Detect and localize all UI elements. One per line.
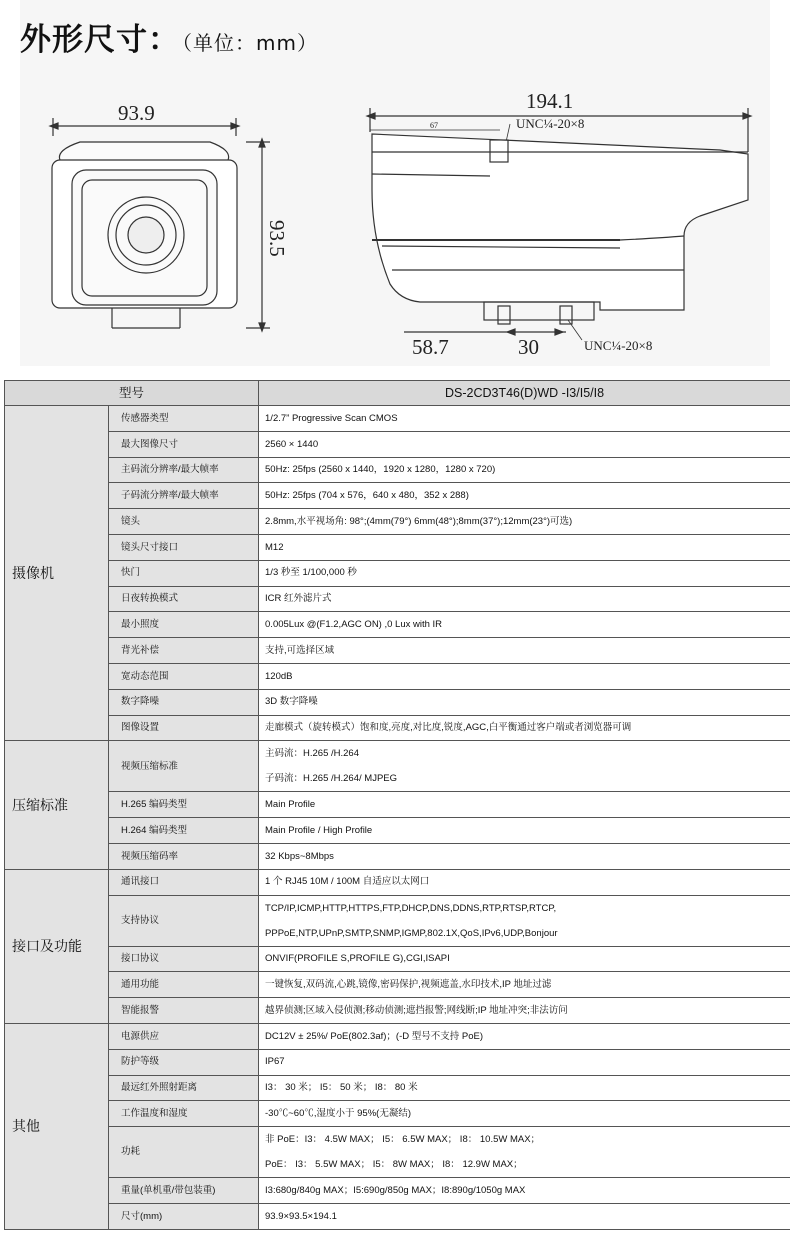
spec-row bbox=[5, 843, 790, 869]
title-main: 外形尺寸： bbox=[20, 22, 180, 58]
spec-row bbox=[5, 1049, 790, 1075]
spec-value-cell: 2560 × 1440 bbox=[259, 431, 790, 457]
spec-value-cell: -30℃~60℃,湿度小于 95%(无凝结) bbox=[259, 1101, 790, 1127]
spec-category: 其他 bbox=[5, 1023, 109, 1229]
front-view bbox=[50, 101, 289, 331]
spec-value-cell: ONVIF(PROFILE S,PROFILE G),CGI,ISAPI bbox=[259, 946, 790, 972]
spec-value-cell: 2.8mm,水平视场角: 98°;(4mm(79°) 6mm(48°);8mm(37°);12mm(23°)可选) bbox=[259, 509, 790, 535]
spec-value-line: PPPoE,NTP,UPnP,SMTP,SNMP,IGMP,802.1X,QoS,IPv6,UDP,Bonjour bbox=[265, 927, 558, 939]
spec-param: H.265 编码类型 bbox=[109, 792, 259, 818]
spec-param: 视频压缩标准 bbox=[109, 741, 259, 792]
spec-row bbox=[5, 483, 790, 509]
spec-value-line: 非 PoE：I3： 4.5W MAX； I5： 6.5W MAX； I8： 10.5W MAX； bbox=[265, 1134, 541, 1146]
spec-value-line: PoE： I3： 5.5W MAX； I5： 8W MAX； I8： 12.9W MAX； bbox=[265, 1159, 523, 1171]
spec-value-cell: 0.005Lux @(F1.2,AGC ON) ,0 Lux with IR bbox=[259, 612, 790, 638]
spec-row bbox=[5, 741, 790, 792]
spec-param: 快门 bbox=[109, 560, 259, 586]
spec-value-cell: I3： 30 米； I5： 50 米； I8： 80 米 bbox=[259, 1075, 790, 1101]
spec-value-line: 主码流：H.265 /H.264 bbox=[265, 748, 359, 760]
spec-row bbox=[5, 869, 790, 895]
thread-top-label: UNC¼-20×8 bbox=[516, 116, 585, 131]
spec-row bbox=[5, 406, 790, 432]
spec-row bbox=[5, 638, 790, 664]
spec-row bbox=[5, 689, 790, 715]
spec-value-cell: 32 Kbps~8Mbps bbox=[259, 843, 790, 869]
spec-row bbox=[5, 818, 790, 844]
spec-param: 传感器类型 bbox=[109, 406, 259, 432]
spec-table bbox=[4, 380, 790, 1230]
spec-value-line: TCP/IP,ICMP,HTTP,HTTPS,FTP,DHCP,DNS,DDNS,RTP,RTSP,RTCP, bbox=[265, 902, 557, 914]
spec-header-row bbox=[5, 381, 790, 406]
side-small-label: 67 bbox=[430, 121, 438, 130]
spec-param: 数字降噪 bbox=[109, 689, 259, 715]
spec-row bbox=[5, 586, 790, 612]
spec-value-cell bbox=[259, 741, 790, 792]
front-height-label: 93.5 bbox=[265, 220, 289, 257]
spec-row bbox=[5, 972, 790, 998]
side-length-label: 194.1 bbox=[526, 89, 574, 113]
spec-row bbox=[5, 457, 790, 483]
camera-dimension-drawing bbox=[20, 70, 770, 360]
spec-param: 日夜转换模式 bbox=[109, 586, 259, 612]
spec-param: 尺寸(mm) bbox=[109, 1203, 259, 1229]
spec-row bbox=[5, 946, 790, 972]
spec-row bbox=[5, 1178, 790, 1204]
spec-value-cell bbox=[259, 1127, 790, 1178]
spec-param: 重量(单机重/带包装重) bbox=[109, 1178, 259, 1204]
thread-bottom-label: UNC¼-20×8 bbox=[584, 338, 653, 353]
spec-value-cell: 支持,可选择区域 bbox=[259, 638, 790, 664]
spec-param: 智能报警 bbox=[109, 998, 259, 1024]
spec-row bbox=[5, 1023, 790, 1049]
side-view bbox=[367, 89, 751, 359]
spec-value-cell: I3:680g/840g MAX；I5:690g/850g MAX；I8:890g/1050g MAX bbox=[259, 1178, 790, 1204]
spec-value-cell: 1 个 RJ45 10M / 100M 自适应以太网口 bbox=[259, 869, 790, 895]
spec-param: 接口协议 bbox=[109, 946, 259, 972]
spec-param: 工作温度和湿度 bbox=[109, 1101, 259, 1127]
spec-row bbox=[5, 715, 790, 741]
spec-category: 压缩标准 bbox=[5, 741, 109, 869]
spec-value-cell: 50Hz: 25fps (2560 x 1440，1920 x 1280，1280 x 720) bbox=[259, 457, 790, 483]
spec-category: 接口及功能 bbox=[5, 869, 109, 1023]
spec-param: 背光补偿 bbox=[109, 638, 259, 664]
spec-row bbox=[5, 534, 790, 560]
spec-param: 图像设置 bbox=[109, 715, 259, 741]
spec-param: 视频压缩码率 bbox=[109, 843, 259, 869]
spec-value-cell: Main Profile bbox=[259, 792, 790, 818]
spec-value-cell: 走廊模式（旋转模式）饱和度,亮度,对比度,锐度,AGC,白平衡通过客户端或者浏览器可调 bbox=[259, 715, 790, 741]
spec-value-cell: 一键恢复,双码流,心跳,镜像,密码保护,视频遮盖,水印技术,IP 地址过滤 bbox=[259, 972, 790, 998]
spec-row bbox=[5, 895, 790, 946]
spec-value-cell: 1/2.7” Progressive Scan CMOS bbox=[259, 406, 790, 432]
spec-value-cell: ICR 红外滤片式 bbox=[259, 586, 790, 612]
spec-param: 镜头 bbox=[109, 509, 259, 535]
spec-row bbox=[5, 1127, 790, 1178]
front-to-mount-label: 58.7 bbox=[412, 335, 449, 359]
spec-value-line: 子码流：H.265 /H.264/ MJPEG bbox=[265, 773, 397, 785]
spec-value-cell: M12 bbox=[259, 534, 790, 560]
model-value: DS-2CD3T46(D)WD -I3/I5/I8 bbox=[259, 381, 790, 406]
spec-param: 通用功能 bbox=[109, 972, 259, 998]
spec-category: 摄像机 bbox=[5, 406, 109, 741]
spec-row bbox=[5, 663, 790, 689]
spec-value-cell: 50Hz: 25fps (704 x 576，640 x 480，352 x 288) bbox=[259, 483, 790, 509]
mount-spacing-label: 30 bbox=[518, 335, 539, 359]
spec-param: 子码流分辨率/最大帧率 bbox=[109, 483, 259, 509]
spec-value-cell: Main Profile / High Profile bbox=[259, 818, 790, 844]
spec-param: 通讯接口 bbox=[109, 869, 259, 895]
spec-param: 主码流分辨率/最大帧率 bbox=[109, 457, 259, 483]
spec-row bbox=[5, 1203, 790, 1229]
spec-row bbox=[5, 509, 790, 535]
spec-value-cell: 93.9×93.5×194.1 bbox=[259, 1203, 790, 1229]
spec-param: 镜头尺寸接口 bbox=[109, 534, 259, 560]
model-label: 型号 bbox=[5, 381, 259, 406]
spec-value-cell: IP67 bbox=[259, 1049, 790, 1075]
front-width-label: 93.9 bbox=[118, 101, 155, 125]
spec-value-cell: DC12V ± 25%/ PoE(802.3af)；(-D 型号不支持 PoE) bbox=[259, 1023, 790, 1049]
spec-param: 最小照度 bbox=[109, 612, 259, 638]
spec-value-cell bbox=[259, 895, 790, 946]
spec-param: 最远红外照射距离 bbox=[109, 1075, 259, 1101]
spec-value-cell: 3D 数字降噪 bbox=[259, 689, 790, 715]
spec-value-cell: 120dB bbox=[259, 663, 790, 689]
spec-row bbox=[5, 998, 790, 1024]
spec-row bbox=[5, 1075, 790, 1101]
spec-value-cell: 1/3 秒至 1/100,000 秒 bbox=[259, 560, 790, 586]
spec-row bbox=[5, 792, 790, 818]
spec-param: H.264 编码类型 bbox=[109, 818, 259, 844]
spec-value-cell: 越界侦测;区域入侵侦测;移动侦测;遮挡报警;网线断;IP 地址冲突;非法访问 bbox=[259, 998, 790, 1024]
spec-param: 最大图像尺寸 bbox=[109, 431, 259, 457]
spec-param: 宽动态范围 bbox=[109, 663, 259, 689]
spec-param: 电源供应 bbox=[109, 1023, 259, 1049]
spec-row bbox=[5, 612, 790, 638]
spec-row bbox=[5, 431, 790, 457]
page-title bbox=[20, 14, 318, 59]
title-unit: （单位：mm） bbox=[182, 31, 318, 55]
spec-param: 功耗 bbox=[109, 1127, 259, 1178]
spec-row bbox=[5, 1101, 790, 1127]
spec-param: 防护等级 bbox=[109, 1049, 259, 1075]
spec-row bbox=[5, 560, 790, 586]
spec-param: 支持协议 bbox=[109, 895, 259, 946]
